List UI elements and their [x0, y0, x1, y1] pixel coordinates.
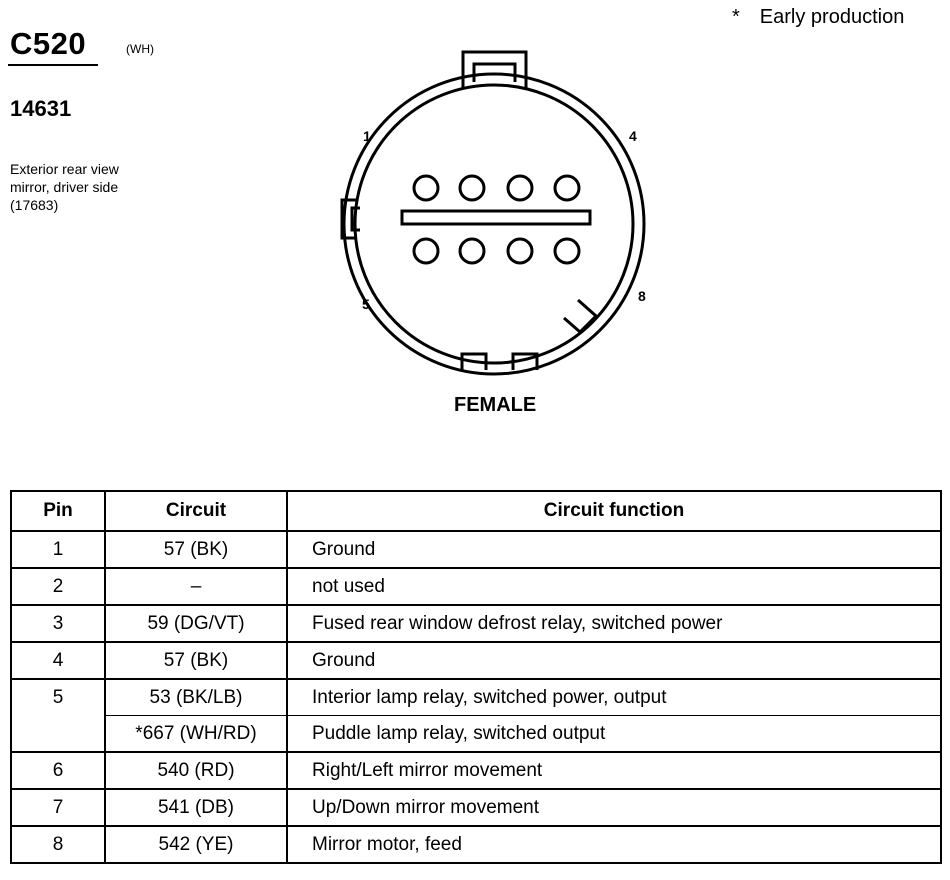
connector-top-key [463, 52, 526, 88]
pin-cavity [508, 176, 532, 200]
circuit-cell: 57 (BK) [105, 531, 287, 568]
description-line: mirror, driver side [10, 179, 119, 195]
function-cell: not used [287, 568, 941, 605]
function-cell: Puddle lamp relay, switched output [287, 716, 941, 753]
function-cell: Ground [287, 531, 941, 568]
header-pin: Pin [11, 491, 105, 531]
part-number: 14631 [10, 96, 72, 121]
circuit-cell: 542 (YE) [105, 826, 287, 863]
connector-right-latch [564, 300, 596, 332]
connector-id-underline [8, 64, 98, 66]
connector-description [10, 160, 119, 214]
table-row [11, 605, 941, 642]
circuit-cell: 53 (BK/LB) [105, 679, 287, 716]
early-production-note [732, 6, 904, 29]
pinout-table [10, 490, 942, 864]
function-cell: Ground [287, 642, 941, 679]
circuit-cell: 540 (RD) [105, 752, 287, 789]
circuit-cell: 57 (BK) [105, 642, 287, 679]
pin-cell [11, 716, 105, 753]
header-function: Circuit function [287, 491, 941, 531]
note-text: Early production [759, 6, 905, 28]
pin-cavity [555, 239, 579, 263]
pin-cell: 7 [11, 789, 105, 826]
circuit-cell: *667 (WH/RD) [105, 716, 287, 753]
table-row [11, 716, 941, 753]
pin-label-4: 4 [629, 128, 637, 144]
pin-cavity [555, 176, 579, 200]
circuit-cell: 59 (DG/VT) [105, 605, 287, 642]
connector-face-diagram [330, 40, 650, 380]
table-header-row [11, 491, 941, 531]
pin-label-5: 5 [362, 296, 370, 312]
function-cell: Interior lamp relay, switched power, output [287, 679, 941, 716]
pin-cell: 1 [11, 531, 105, 568]
pin-cavity [508, 239, 532, 263]
pin-cell: 8 [11, 826, 105, 863]
table-row [11, 642, 941, 679]
description-line: Exterior rear view [10, 161, 119, 177]
function-cell: Fused rear window defrost relay, switched power [287, 605, 941, 642]
circuit-cell: – [105, 568, 287, 605]
pin-cell: 5 [11, 679, 105, 716]
function-cell: Up/Down mirror movement [287, 789, 941, 826]
pin-cell: 4 [11, 642, 105, 679]
pin-cell: 3 [11, 605, 105, 642]
description-line: (17683) [10, 197, 59, 213]
connector-center-rib [402, 211, 590, 224]
table-row [11, 752, 941, 789]
pin-cell: 6 [11, 752, 105, 789]
connector-color: (WH) [126, 42, 154, 56]
circuit-cell: 541 (DB) [105, 789, 287, 826]
pin-cavity [414, 176, 438, 200]
note-asterisk: * [732, 6, 740, 28]
table-row [11, 826, 941, 863]
connector-gender: FEMALE [454, 394, 537, 416]
function-cell: Mirror motor, feed [287, 826, 941, 863]
header-circuit: Circuit [105, 491, 287, 531]
table-row [11, 531, 941, 568]
pin-cavity [460, 176, 484, 200]
pin-cell: 2 [11, 568, 105, 605]
pin-label-1: 1 [363, 128, 371, 144]
table-row [11, 679, 941, 716]
table-row [11, 789, 941, 826]
connector-id: C520 [10, 26, 87, 61]
table-row [11, 568, 941, 605]
pin-cavity [460, 239, 484, 263]
pin-label-8: 8 [638, 288, 646, 304]
function-cell: Right/Left mirror movement [287, 752, 941, 789]
pin-cavity [414, 239, 438, 263]
